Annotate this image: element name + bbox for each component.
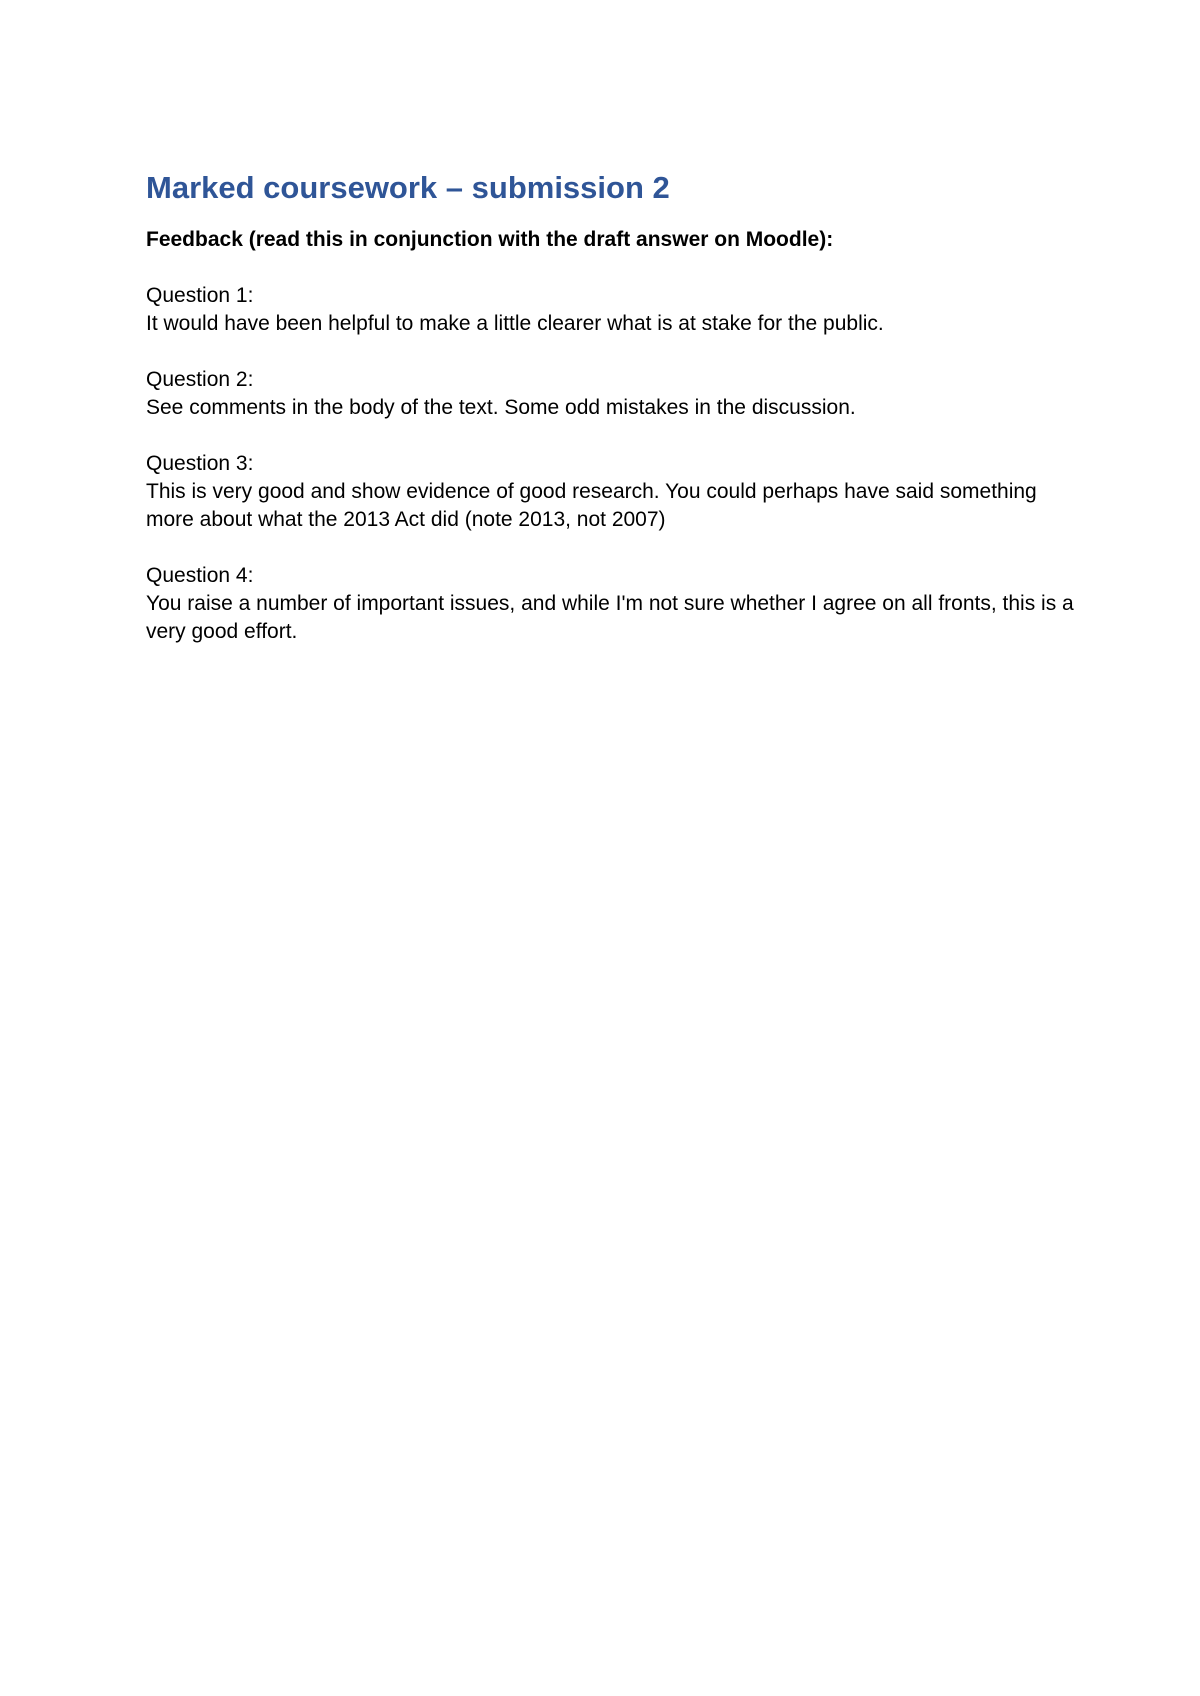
question-2-label: Question 2: (146, 368, 254, 391)
question-2-comment: See comments in the body of the text. Some odd mistakes in the discussion. (146, 396, 856, 419)
question-3-label: Question 3: (146, 452, 254, 475)
question-1-label: Question 1: (146, 284, 254, 307)
question-2-block (146, 366, 1086, 422)
feedback-heading: Feedback (read this in conjunction with the draft answer on Moodle): (146, 228, 834, 251)
question-4-label: Question 4: (146, 564, 254, 587)
document-title: Marked coursework – submission 2 (146, 170, 670, 205)
question-3-comment: This is very good and show evidence of good research. You could perhaps have said something more about what the 2013 Act did (note 2013, not 2007) (146, 480, 1037, 531)
question-1-comment: It would have been helpful to make a little clearer what is at stake for the public. (146, 312, 884, 335)
question-1-block (146, 282, 1086, 338)
document-page (146, 166, 1086, 646)
question-3-block (146, 450, 1086, 534)
question-4-comment: You raise a number of important issues, and while I'm not sure whether I agree on all fronts, this is a very good effort. (146, 592, 1074, 643)
question-4-block (146, 562, 1086, 646)
